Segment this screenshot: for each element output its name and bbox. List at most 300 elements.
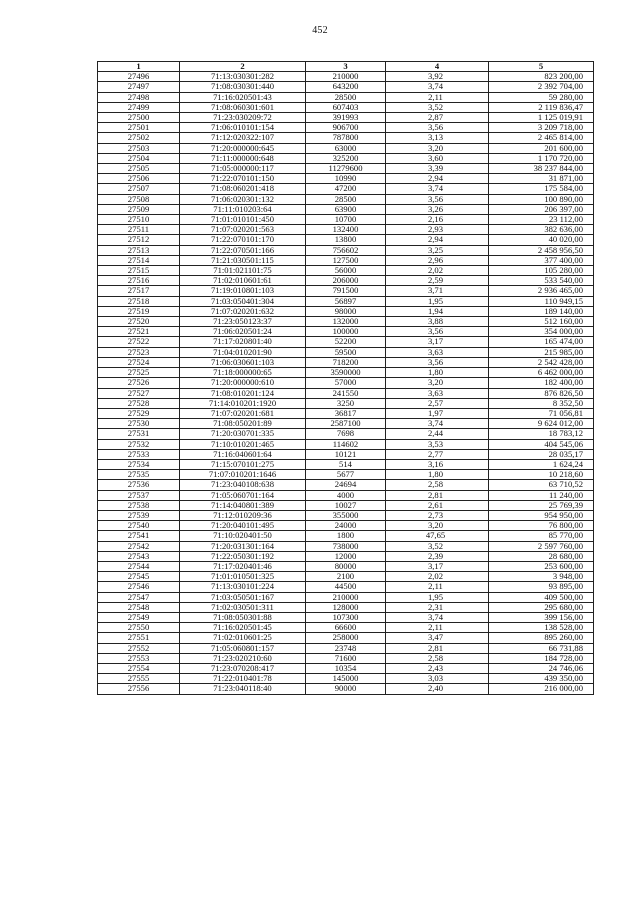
row-number-cell: 27512 [98,235,180,245]
row-number-cell: 27553 [98,653,180,663]
area-cell: 114602 [306,439,386,449]
cadastral-number-cell: 71:08:050301:88 [180,612,306,622]
rate-cell: 2,93 [386,225,489,235]
cadastral-number-cell: 71:01:010501:325 [180,572,306,582]
area-cell: 44500 [306,582,386,592]
table-row [98,531,594,541]
area-cell: 28500 [306,194,386,204]
table-row [98,623,594,633]
table-row [98,72,594,82]
rate-cell: 3,03 [386,674,489,684]
cadastral-value-cell: 3 209 718,00 [489,123,594,133]
cadastral-number-cell: 71:06:020501:24 [180,327,306,337]
cadastral-value-cell: 2 119 836,47 [489,102,594,112]
table-row [98,306,594,316]
cadastral-number-cell: 71:16:020501:45 [180,623,306,633]
table-row [98,582,594,592]
rate-cell: 3,63 [386,347,489,357]
cadastral-number-cell: 71:06:030601:103 [180,357,306,367]
area-cell: 13800 [306,235,386,245]
rate-cell: 47,65 [386,531,489,541]
cadastral-number-cell: 71:20:000000:610 [180,378,306,388]
rate-cell: 2,44 [386,429,489,439]
area-cell: 756602 [306,245,386,255]
cadastral-value-cell: 10 218,60 [489,470,594,480]
row-number-cell: 27527 [98,388,180,398]
table-row [98,317,594,327]
table-row [98,215,594,225]
rate-cell: 3,56 [386,194,489,204]
table-row [98,541,594,551]
row-number-cell: 27518 [98,296,180,306]
table-row [98,174,594,184]
cadastral-number-cell: 71:11:010203:64 [180,204,306,214]
row-number-cell: 27497 [98,82,180,92]
area-cell: 210000 [306,72,386,82]
area-cell: 24000 [306,521,386,531]
table-row [98,153,594,163]
area-cell: 57000 [306,378,386,388]
row-number-cell: 27496 [98,72,180,82]
cadastral-number-cell: 71:08:060201:418 [180,184,306,194]
cadastral-value-cell: 1 624,24 [489,459,594,469]
column-header-2: 2 [180,62,306,72]
cadastral-number-cell: 71:20:030701:335 [180,429,306,439]
area-cell: 355000 [306,510,386,520]
row-number-cell: 27514 [98,255,180,265]
rate-cell: 3,71 [386,286,489,296]
cadastral-value-cell: 59 280,00 [489,92,594,102]
table-row [98,245,594,255]
area-cell: 10700 [306,215,386,225]
rate-cell: 3,53 [386,439,489,449]
row-number-cell: 27528 [98,398,180,408]
cadastral-number-cell: 71:08:060301:601 [180,102,306,112]
rate-cell: 3,56 [386,123,489,133]
cadastral-value-cell: 31 871,00 [489,174,594,184]
table-row [98,184,594,194]
rate-cell: 3,13 [386,133,489,143]
area-cell: 98000 [306,306,386,316]
table-row [98,592,594,602]
table-row [98,663,594,673]
row-number-cell: 27507 [98,184,180,194]
column-header-4: 4 [386,62,489,72]
rate-cell: 2,02 [386,572,489,582]
cadastral-value-cell: 2 465 814,00 [489,133,594,143]
cadastral-number-cell: 71:15:070101:275 [180,459,306,469]
row-number-cell: 27550 [98,623,180,633]
cadastral-number-cell: 71:21:030501:115 [180,255,306,265]
rate-cell: 1,94 [386,306,489,316]
cadastral-number-cell: 71:01:010101:450 [180,215,306,225]
cadastral-number-cell: 71:05:060701:164 [180,490,306,500]
row-number-cell: 27536 [98,480,180,490]
area-cell: 132000 [306,317,386,327]
cadastral-value-cell: 354 000,00 [489,327,594,337]
cadastral-number-cell: 71:08:030301:440 [180,82,306,92]
area-cell: 63000 [306,143,386,153]
cadastral-number-cell: 71:06:010101:154 [180,123,306,133]
table-row [98,102,594,112]
row-number-cell: 27522 [98,337,180,347]
cadastral-value-cell: 38 237 844,00 [489,164,594,174]
cadastral-number-cell: 71:10:020401:50 [180,531,306,541]
cadastral-value-cell: 175 584,00 [489,184,594,194]
row-number-cell: 27535 [98,470,180,480]
cadastral-number-cell: 71:05:060801:157 [180,643,306,653]
table-row [98,113,594,123]
rate-cell: 1,95 [386,296,489,306]
table-row [98,255,594,265]
row-number-cell: 27525 [98,368,180,378]
cadastral-number-cell: 71:11:000000:648 [180,153,306,163]
column-header-5: 5 [489,62,594,72]
table-row [98,235,594,245]
row-number-cell: 27513 [98,245,180,255]
cadastral-number-cell: 71:03:050401:304 [180,296,306,306]
rate-cell: 2,73 [386,510,489,520]
table-row [98,123,594,133]
cadastral-number-cell: 71:18:000000:65 [180,368,306,378]
table-row [98,204,594,214]
table-row [98,164,594,174]
area-cell: 59500 [306,347,386,357]
row-number-cell: 27540 [98,521,180,531]
cadastral-value-cell: 189 140,00 [489,306,594,316]
rate-cell: 3,52 [386,102,489,112]
cadastral-value-cell: 93 895,00 [489,582,594,592]
row-number-cell: 27531 [98,429,180,439]
table-row [98,561,594,571]
row-number-cell: 27504 [98,153,180,163]
cadastral-value-cell: 215 985,00 [489,347,594,357]
cadastral-value-cell: 25 769,39 [489,500,594,510]
area-cell: 4000 [306,490,386,500]
row-number-cell: 27537 [98,490,180,500]
cadastral-number-cell: 71:19:010801:103 [180,286,306,296]
table-row [98,133,594,143]
table-row [98,266,594,276]
area-cell: 787800 [306,133,386,143]
cadastral-number-cell: 71:23:040108:638 [180,480,306,490]
cadastral-value-cell: 71 056,81 [489,408,594,418]
rate-cell: 3,92 [386,72,489,82]
cadastral-number-cell: 71:13:030301:282 [180,72,306,82]
row-number-cell: 27516 [98,276,180,286]
row-number-cell: 27546 [98,582,180,592]
rate-cell: 2,11 [386,582,489,592]
row-number-cell: 27499 [98,102,180,112]
rate-cell: 2,57 [386,398,489,408]
page-number: 452 [312,25,328,36]
table-row [98,510,594,520]
cadastral-number-cell: 71:06:020301:132 [180,194,306,204]
cadastral-value-cell: 8 352,50 [489,398,594,408]
cadastral-number-cell: 71:20:040101:495 [180,521,306,531]
cadastral-value-cell: 110 949,15 [489,296,594,306]
row-number-cell: 27500 [98,113,180,123]
cadastral-value-cell: 28 680,00 [489,551,594,561]
cadastral-value-cell: 28 035,17 [489,449,594,459]
row-number-cell: 27498 [98,92,180,102]
area-cell: 514 [306,459,386,469]
cadastral-value-cell: 24 746,06 [489,663,594,673]
cadastral-value-cell: 9 624 012,00 [489,419,594,429]
cadastral-value-cell: 377 400,00 [489,255,594,265]
table-row [98,337,594,347]
area-cell: 718200 [306,357,386,367]
table-row [98,551,594,561]
table-row [98,602,594,612]
cadastral-value-cell: 206 397,00 [489,204,594,214]
table-row [98,500,594,510]
row-number-cell: 27509 [98,204,180,214]
rate-cell: 2,81 [386,490,489,500]
cadastral-number-cell: 71:23:040118:40 [180,684,306,694]
rate-cell: 3,74 [386,184,489,194]
table-row [98,296,594,306]
table-row [98,633,594,643]
cadastral-number-cell: 71:12:020322:107 [180,133,306,143]
cadastral-value-cell: 409 500,00 [489,592,594,602]
area-cell: 325200 [306,153,386,163]
table-row [98,286,594,296]
cadastral-value-cell: 1 125 019,91 [489,113,594,123]
rate-cell: 1,80 [386,470,489,480]
rate-cell: 3,52 [386,541,489,551]
rate-cell: 2,11 [386,623,489,633]
row-number-cell: 27519 [98,306,180,316]
table-row [98,439,594,449]
rate-cell: 3,74 [386,612,489,622]
table-row [98,459,594,469]
table-row [98,357,594,367]
table-row [98,429,594,439]
row-number-cell: 27544 [98,561,180,571]
cadastral-number-cell: 71:07:010201:1646 [180,470,306,480]
rate-cell: 3,60 [386,153,489,163]
table-row [98,653,594,663]
row-number-cell: 27555 [98,674,180,684]
cadastral-value-cell: 2 597 760,00 [489,541,594,551]
cadastral-value-cell: 876 826,50 [489,388,594,398]
cadastral-number-cell: 71:05:000000:117 [180,164,306,174]
table-row [98,368,594,378]
row-number-cell: 27517 [98,286,180,296]
table-body [98,72,594,694]
rate-cell: 2,59 [386,276,489,286]
cadastral-value-cell: 105 280,00 [489,266,594,276]
area-cell: 5677 [306,470,386,480]
area-cell: 738000 [306,541,386,551]
area-cell: 10121 [306,449,386,459]
area-cell: 71600 [306,653,386,663]
area-cell: 132400 [306,225,386,235]
row-number-cell: 27501 [98,123,180,133]
header-row [98,62,594,72]
area-cell: 90000 [306,684,386,694]
cadastral-value-cell: 18 783,12 [489,429,594,439]
row-number-cell: 27508 [98,194,180,204]
area-cell: 258000 [306,633,386,643]
cadastral-value-cell: 382 636,00 [489,225,594,235]
area-cell: 2587100 [306,419,386,429]
area-cell: 11279600 [306,164,386,174]
rate-cell: 3,17 [386,337,489,347]
area-cell: 3250 [306,398,386,408]
cadastral-value-cell: 85 770,00 [489,531,594,541]
cadastral-value-cell: 2 392 704,00 [489,82,594,92]
row-number-cell: 27530 [98,419,180,429]
rate-cell: 1,97 [386,408,489,418]
rate-cell: 1,95 [386,592,489,602]
cadastral-value-cell: 201 600,00 [489,143,594,153]
row-number-cell: 27502 [98,133,180,143]
table-row [98,408,594,418]
rate-cell: 3,20 [386,378,489,388]
cadastral-number-cell: 71:02:010601:25 [180,633,306,643]
cadastral-number-cell: 71:08:050201:89 [180,419,306,429]
rate-cell: 3,63 [386,388,489,398]
area-cell: 63900 [306,204,386,214]
cadastral-number-cell: 71:22:070101:150 [180,174,306,184]
table-row [98,388,594,398]
cadastral-number-cell: 71:23:030209:72 [180,113,306,123]
column-header-1: 1 [98,62,180,72]
area-cell: 66600 [306,623,386,633]
area-cell: 10027 [306,500,386,510]
rate-cell: 2,58 [386,480,489,490]
cadastral-number-cell: 71:16:020501:43 [180,92,306,102]
row-number-cell: 27545 [98,572,180,582]
rate-cell: 3,20 [386,521,489,531]
area-cell: 28500 [306,92,386,102]
table-row [98,82,594,92]
row-number-cell: 27505 [98,164,180,174]
rate-cell: 3,17 [386,561,489,571]
row-number-cell: 27551 [98,633,180,643]
cadastral-value-cell: 823 200,00 [489,72,594,82]
rate-cell: 2,16 [386,215,489,225]
row-number-cell: 27548 [98,602,180,612]
area-cell: 2100 [306,572,386,582]
row-number-cell: 27543 [98,551,180,561]
table-row [98,674,594,684]
table-row [98,521,594,531]
area-cell: 107300 [306,612,386,622]
table-row [98,143,594,153]
area-cell: 100000 [306,327,386,337]
table-row [98,378,594,388]
rate-cell: 2,39 [386,551,489,561]
cadastral-value-cell: 399 156,00 [489,612,594,622]
area-cell: 210000 [306,592,386,602]
area-cell: 52200 [306,337,386,347]
cadastral-value-cell: 216 000,00 [489,684,594,694]
rate-cell: 3,47 [386,633,489,643]
table-row [98,572,594,582]
rate-cell: 2,96 [386,255,489,265]
area-cell: 24694 [306,480,386,490]
rate-cell: 3,88 [386,317,489,327]
cadastral-number-cell: 71:17:020401:46 [180,561,306,571]
rate-cell: 3,25 [386,245,489,255]
table-row [98,612,594,622]
cadastral-number-cell: 71:07:020201:632 [180,306,306,316]
area-cell: 206000 [306,276,386,286]
rate-cell: 2,43 [386,663,489,673]
cadastral-value-cell: 66 731,88 [489,643,594,653]
row-number-cell: 27556 [98,684,180,694]
row-number-cell: 27520 [98,317,180,327]
table-row [98,347,594,357]
cadastral-number-cell: 71:01:021101:75 [180,266,306,276]
row-number-cell: 27538 [98,500,180,510]
row-number-cell: 27521 [98,327,180,337]
cadastral-value-cell: 138 528,00 [489,623,594,633]
area-cell: 12000 [306,551,386,561]
rate-cell: 1,80 [386,368,489,378]
table-row [98,398,594,408]
cadastral-value-cell: 100 890,00 [489,194,594,204]
row-number-cell: 27503 [98,143,180,153]
cadastral-value-cell: 165 474,00 [489,337,594,347]
cadastral-value-cell: 1 170 720,00 [489,153,594,163]
area-cell: 47200 [306,184,386,194]
cadastral-value-cell: 895 260,00 [489,633,594,643]
cadastral-number-cell: 71:14:010201:1920 [180,398,306,408]
cadastral-number-cell: 71:20:031301:164 [180,541,306,551]
area-cell: 791500 [306,286,386,296]
rate-cell: 3,26 [386,204,489,214]
rate-cell: 2,61 [386,500,489,510]
row-number-cell: 27541 [98,531,180,541]
cadastral-number-cell: 71:17:020801:40 [180,337,306,347]
row-number-cell: 27532 [98,439,180,449]
cadastral-number-cell: 71:22:050301:192 [180,551,306,561]
area-cell: 607403 [306,102,386,112]
rate-cell: 3,20 [386,143,489,153]
area-cell: 1800 [306,531,386,541]
table-row [98,327,594,337]
cadastral-number-cell: 71:12:010209:36 [180,510,306,520]
cadastral-value-cell: 533 540,00 [489,276,594,286]
cadastral-number-cell: 71:23:050123:37 [180,317,306,327]
column-header-3: 3 [306,62,386,72]
cadastral-value-cell: 2 458 956,50 [489,245,594,255]
row-number-cell: 27539 [98,510,180,520]
rate-cell: 3,39 [386,164,489,174]
area-cell: 7698 [306,429,386,439]
cadastral-value-table [97,61,594,695]
row-number-cell: 27533 [98,449,180,459]
cadastral-value-cell: 182 400,00 [489,378,594,388]
cadastral-number-cell: 71:22:010401:78 [180,674,306,684]
table-row [98,470,594,480]
cadastral-number-cell: 71:23:070208:417 [180,663,306,673]
cadastral-number-cell: 71:07:020201:563 [180,225,306,235]
row-number-cell: 27524 [98,357,180,367]
cadastral-value-cell: 6 462 000,00 [489,368,594,378]
cadastral-value-cell: 2 542 428,00 [489,357,594,367]
cadastral-value-cell: 512 160,00 [489,317,594,327]
rate-cell: 2,94 [386,235,489,245]
area-cell: 145000 [306,674,386,684]
rate-cell: 2,81 [386,643,489,653]
cadastral-value-cell: 3 948,00 [489,572,594,582]
cadastral-value-cell: 2 936 465,00 [489,286,594,296]
